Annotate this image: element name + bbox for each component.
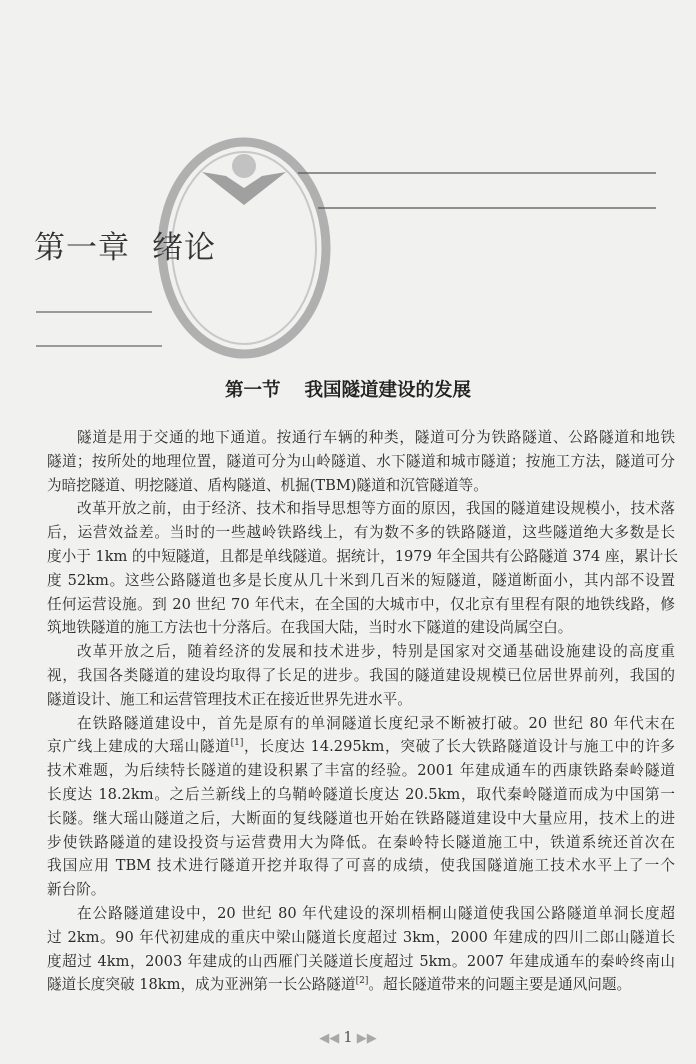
- text-line: 长隧。继大瑶山隧道之后，大断面的复线隧道也开始在铁路隧道建设中大量应用，技术上的进: [47, 809, 675, 827]
- chapter-title: 绪论: [152, 230, 216, 266]
- chapter-heading: [34, 222, 216, 267]
- text-line: 长度达 18.2km。之后兰新线上的乌鞘岭隧道长度达 20.5km，取代秦岭隧道而成为中国第一: [47, 785, 675, 803]
- text-line: 改革开放之前，由于经济、技术和指导思想等方面的原因，我国的隧道建设规模小，技术落: [77, 500, 675, 518]
- citation-marker: [2]: [355, 976, 369, 987]
- paragraph: [47, 902, 675, 997]
- paragraph: [47, 640, 675, 711]
- text-line: 京广线上建成的大瑶山隧道[1]，长度达 14.295km，突破了长大铁路隧道设计与施工中的许多: [47, 738, 675, 756]
- page-footer: [0, 1028, 696, 1046]
- text-line: 隧道设计、施工和运营管理技术正在接近世界先进水平。: [47, 690, 412, 708]
- text-line: 过 2km。90 年代初建成的重庆中梁山隧道长度超过 3km，2000 年建成的四川二郎山隧道长: [47, 928, 675, 946]
- text-line: 技术难题，为后续特长隧道的建设积累了丰富的经验。2001 年建成通车的西康铁路秦岭隧道: [47, 762, 675, 780]
- text-line: 改革开放之后，随着经济的发展和技术进步，特别是国家对交通基础设施建设的高度重: [77, 643, 675, 661]
- citation-marker: [1]: [230, 738, 244, 749]
- right-arrow-icon: ▶▶: [356, 1030, 377, 1046]
- text-line: 度 52km。这些公路隧道也多是长度从几十米到几百米的短隧道，隧道断面小，其内部不设置: [47, 571, 675, 589]
- text-line: 隧道是用于交通的地下通道。按通行车辆的种类，隧道可分为铁路隧道、公路隧道和地铁: [77, 429, 675, 446]
- paragraph: [47, 712, 675, 902]
- text-line: 新台阶。: [47, 881, 106, 899]
- page-number: 1: [343, 1028, 353, 1046]
- body-text: [47, 426, 678, 997]
- text-line: 筑地铁隧道的施工方法也十分落后。在我国大陆，当时水下隧道的建设尚属空白。: [47, 619, 573, 637]
- text-line: 隧道；按所处的地理位置，隧道可分为山岭隧道、水下隧道和城市隧道；按施工方法，隧道可分: [47, 452, 675, 470]
- text-line: 度超过 4km，2003 年建成的山西雁门关隧道长度超过 5km。2007 年建成通车的秦岭终南山: [47, 952, 675, 970]
- text-line: 我国应用 TBM 技术进行隧道开挖并取得了可喜的成绩，使我国隧道施工技术水平上了一个: [47, 857, 675, 875]
- paragraph: [47, 497, 678, 640]
- text-line: 任何运营设施。到 20 世纪 70 年代末，在全国的大城市中，仅北京有里程有限的地铁线路，修: [47, 595, 675, 613]
- chapter-number: 第一章: [34, 230, 130, 266]
- left-arrow-icon: ◀◀: [319, 1030, 340, 1046]
- text-line: 后，运营效益差。当时的一些越岭铁路线上，有为数不多的铁路隧道，这些隧道绝大多数是长: [47, 524, 675, 542]
- section-title: 我国隧道建设的发展: [304, 380, 472, 401]
- section-heading: [0, 376, 696, 402]
- text-line: 隧道长度突破 18km，成为亚洲第一长公路隧道[2]。超长隧道带来的问题主要是通风问题。: [47, 976, 632, 994]
- text-line: 视，我国各类隧道的建设均取得了长足的进步。我国的隧道建设规模已位居世界前列，我国的: [47, 666, 675, 684]
- text-line: 在铁路隧道建设中，首先是原有的单洞隧道长度纪录不断被打破。20 世纪 80 年代末在: [77, 714, 675, 732]
- text-line: 步使铁路隧道的建设投资与运营费用大为降低。在秦岭特长隧道施工中，铁道系统还首次在: [47, 833, 675, 851]
- chapter-ornament: [0, 0, 696, 420]
- text-line: 在公路隧道建设中，20 世纪 80 年代建设的深圳梧桐山隧道使我国公路隧道单洞长度超: [77, 904, 675, 922]
- text-line: 度小于 1km 的中短隧道，且都是单线隧道。据统计，1979 年全国共有公路隧道 374 座，累计长: [47, 547, 678, 565]
- section-number: 第一节: [224, 380, 281, 401]
- paragraph: [47, 426, 675, 497]
- text-line: 为暗挖隧道、明挖隧道、盾构隧道、机掘(TBM)隧道和沉管隧道等。: [47, 476, 488, 494]
